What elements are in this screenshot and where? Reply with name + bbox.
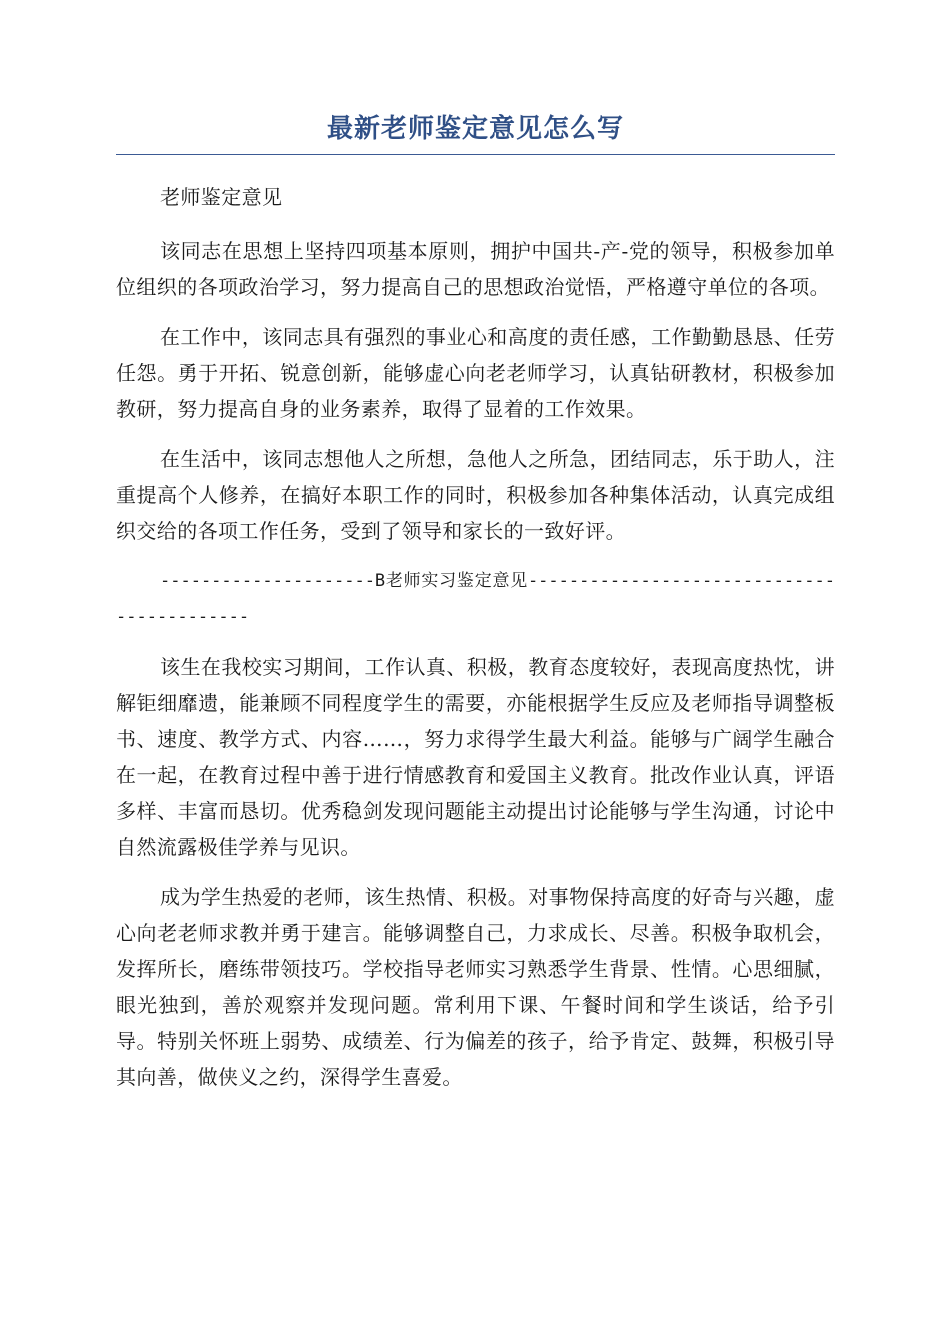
paragraph-work: 在工作中，该同志具有强烈的事业心和高度的责任感，工作勤勤恳恳、任劳任怨。勇于开拓、锐意创新，能够虚心向老老师学习，认真钻研教材，积极参加教研，努力提高自身的业务素养，取得了显着的工作效果。 [116, 325, 835, 421]
document-body [116, 179, 835, 1095]
paragraph-internship: 该生在我校实习期间，工作认真、积极，教育态度较好，表现高度热忱，讲解钜细靡遗，能兼顾不同程度学生的需要，亦能根据学生反应及老师指导调整板书、速度、教学方式、内容……，努力求得学生最大利益。能够与广阔学生融合在一起，在教育过程中善于进行情感教育和爱国主义教育。批改作业认真，评语多样、丰富而恳切。优秀稳剑发现问题能主动提出讨论能够与学生沟通，讨论中自然流露极佳学养与见识。 [116, 655, 835, 859]
document-page [116, 110, 835, 1109]
document-title: 最新老师鉴定意见怎么写 [116, 110, 835, 155]
section-divider: ---------------------B老师实习鉴定意见------------------------------------------- [116, 571, 835, 627]
paragraph-life: 在生活中，该同志想他人之所想，急他人之所急，团结同志，乐于助人，注重提高个人修养，在搞好本职工作的同时，积极参加各种集体活动，认真完成组织交给的各项工作任务，受到了领导和家长的一致好评。 [116, 447, 835, 543]
paragraph-political: 该同志在思想上坚持四项基本原则，拥护中国共-产-党的领导，积极参加单位组织的各项政治学习，努力提高自己的思想政治觉悟，严格遵守单位的各项。 [116, 239, 835, 299]
paragraph-student-teacher: 成为学生热爱的老师，该生热情、积极。对事物保持高度的好奇与兴趣，虚心向老老师求教并勇于建言。能够调整自己，力求成长、尽善。积极争取机会，发挥所长，磨练带领技巧。学校指导老师实习熟悉学生背景、性情。心思细腻，眼光独到，善於观察并发现问题。常利用下课、午餐时间和学生谈话，给予引导。特别关怀班上弱势、成绩差、行为偏差的孩子，给予肯定、鼓舞，积极引导其向善，做侠义之约，深得学生喜爱。 [116, 885, 835, 1089]
section-heading: 老师鉴定意见 [160, 185, 283, 209]
